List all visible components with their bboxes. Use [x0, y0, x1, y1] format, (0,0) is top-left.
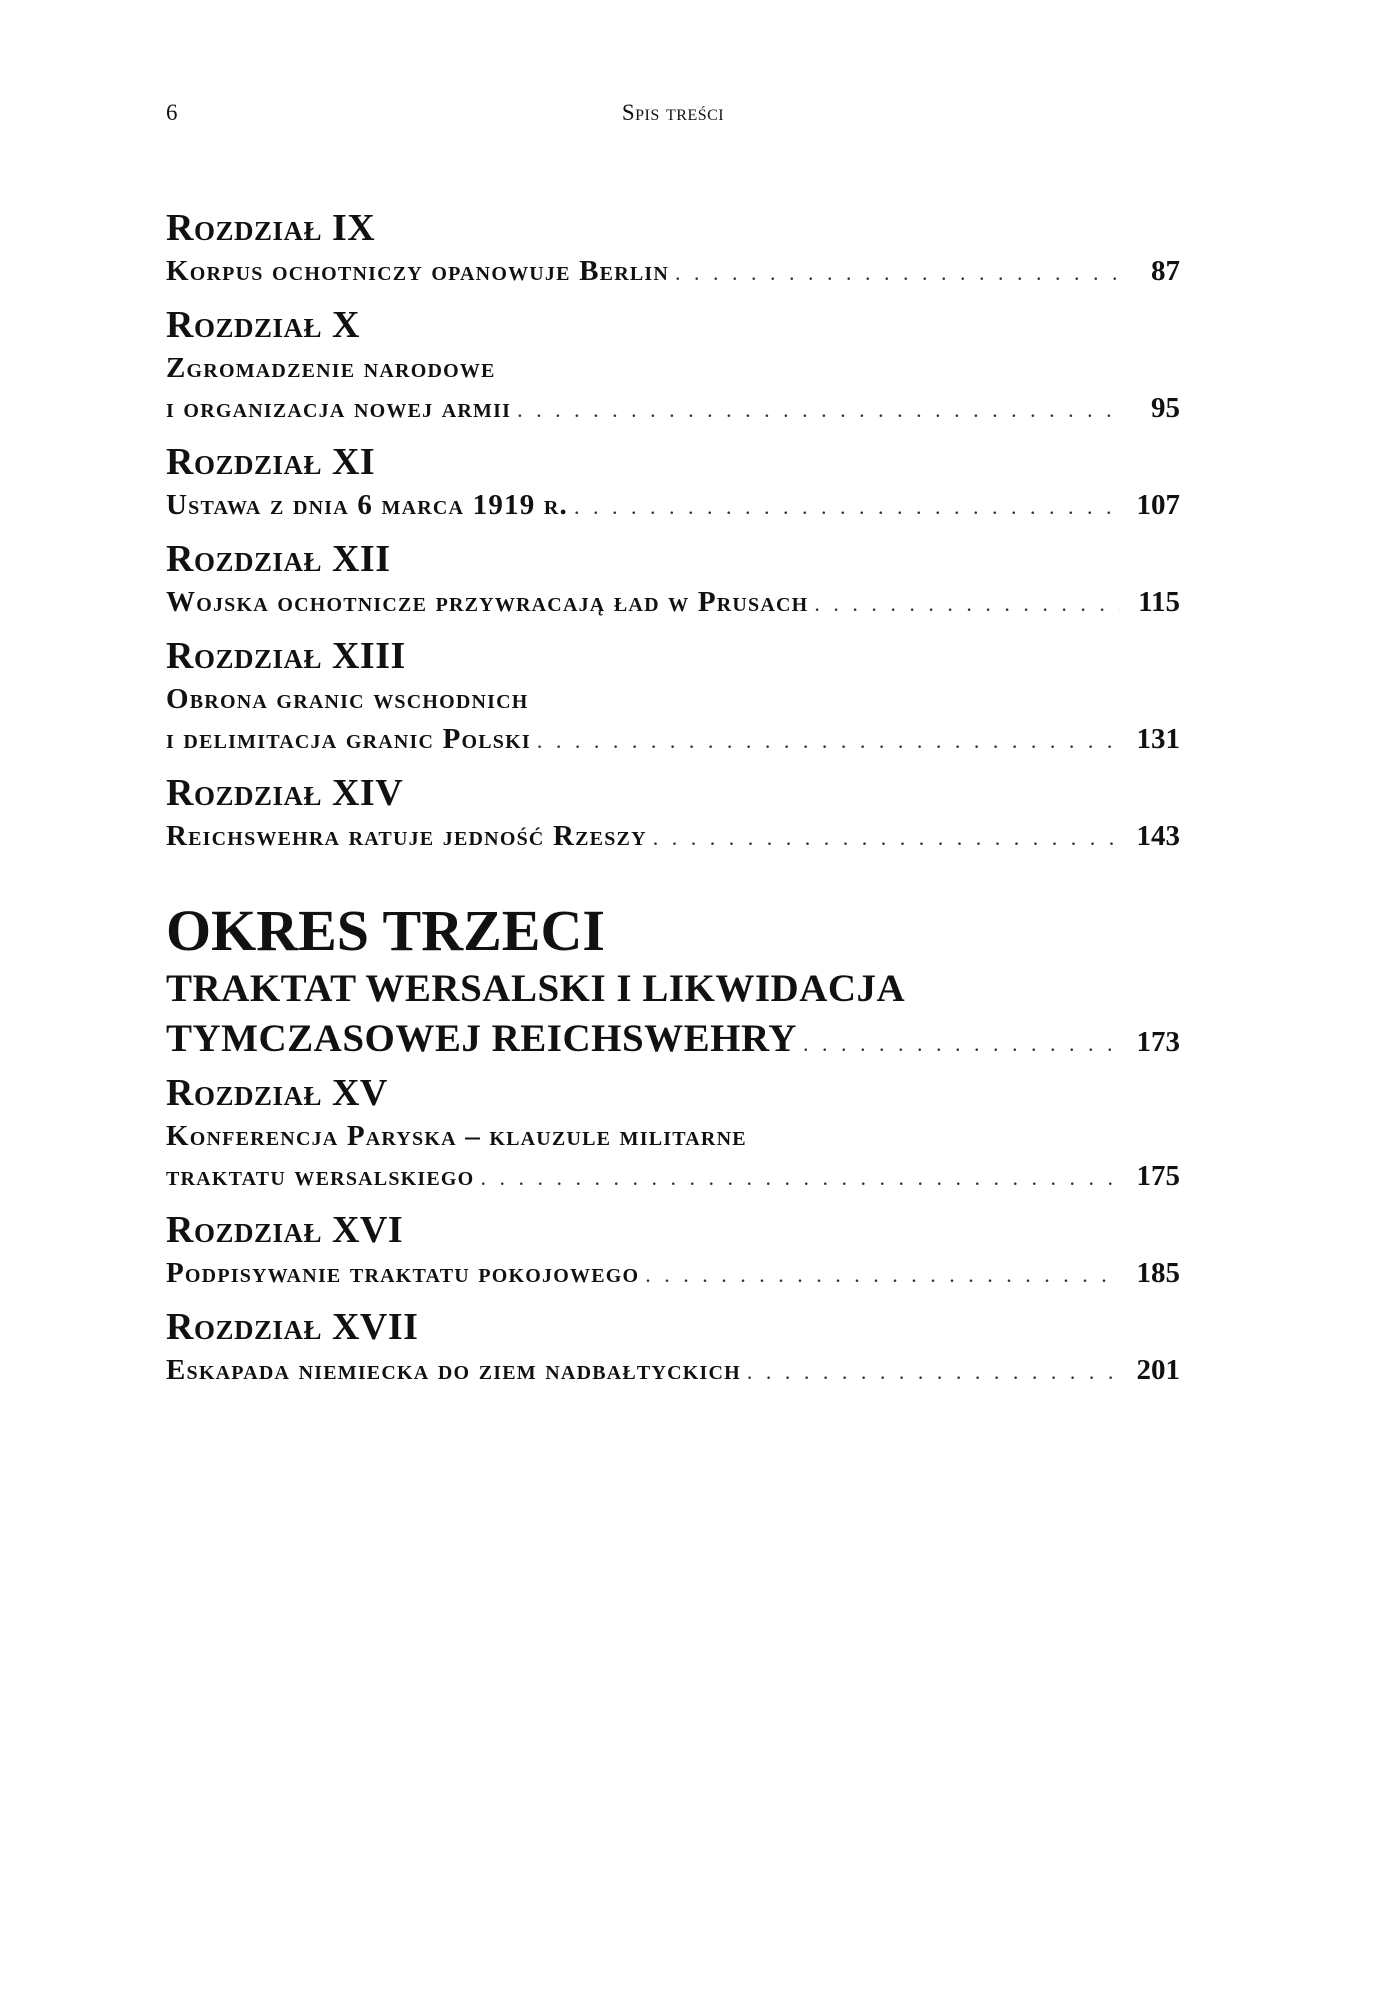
part-heading: OKRES TRZECI: [166, 898, 605, 963]
chapter-title-line: Podpisywanie traktatu pokojowego: [166, 1257, 640, 1289]
chapter-entry: [166, 633, 1180, 761]
chapter-title-row: [166, 582, 1180, 624]
part-title-line: TRAKTAT WERSALSKI I LIKWIDACJA: [166, 967, 906, 1010]
chapter-heading: Rozdział XVII: [166, 1306, 419, 1348]
dot-leader: [537, 721, 1120, 761]
dot-leader: [675, 253, 1120, 293]
chapter-entry: [166, 1207, 1180, 1295]
chapter-heading: Rozdział X: [166, 304, 360, 346]
dot-leader: [645, 1255, 1120, 1295]
chapter-title-line: i organizacja nowej armii: [166, 392, 512, 424]
chapter-title-row: [166, 251, 1180, 293]
chapters-group-bottom: [166, 1070, 1180, 1392]
chapter-entry: [166, 205, 1180, 293]
chapter-title-row: [166, 1350, 1180, 1392]
page-number: 6: [166, 100, 178, 125]
chapter-title-line: i delimitacja granic Polski: [166, 723, 531, 755]
chapter-title-line: Konferencja Paryska – klauzule militarne: [166, 1120, 747, 1152]
chapter-title-line: Wojska ochotnicze przywracają ład w Prusach: [166, 586, 809, 618]
dot-leader: [803, 1031, 1120, 1057]
chapter-heading: Rozdział XIV: [166, 772, 404, 814]
chapter-title-row: [166, 816, 1180, 858]
chapter-heading: Rozdział XII: [166, 538, 391, 580]
chapter-title-line: Eskapada niemiecka do ziem nadbałtyckich: [166, 1354, 741, 1386]
chapter-title-row: [166, 388, 1180, 430]
running-head-title: Spis treści: [621, 100, 725, 125]
chapter-entry: [166, 770, 1180, 858]
dot-leader: [517, 390, 1120, 430]
chapter-title-line: Reichswehra ratuje jedność Rzeszy: [166, 820, 647, 852]
page-reference: 175: [1136, 1160, 1180, 1192]
chapter-title-line: Ustawa z dnia 6 marca 1919 r.: [166, 489, 568, 521]
chapter-heading: Rozdział XV: [166, 1072, 388, 1114]
dot-leader: [480, 1158, 1120, 1198]
chapter-title-row: [166, 485, 1180, 527]
chapter-title-row: [166, 1156, 1180, 1198]
dot-leader: [574, 487, 1120, 527]
part-title-row: [166, 1014, 1180, 1064]
chapter-entry: [166, 439, 1180, 527]
chapter-title-line: traktatu wersalskiego: [166, 1160, 475, 1192]
chapter-heading: Rozdział XI: [166, 441, 376, 483]
chapter-entry: [166, 1304, 1180, 1392]
chapter-title-line: Zgromadzenie narodowe: [166, 352, 496, 384]
chapter-heading: Rozdział XIII: [166, 635, 406, 677]
page-reference: 131: [1136, 723, 1180, 755]
dot-leader: [814, 584, 1120, 624]
chapter-entry: [166, 302, 1180, 430]
page-reference: 87: [1151, 255, 1180, 287]
dot-leader: [747, 1352, 1120, 1392]
chapter-title-row: [166, 719, 1180, 761]
page-reference: 173: [1136, 1026, 1180, 1058]
page-reference: 143: [1136, 820, 1180, 852]
chapter-heading: Rozdział XVI: [166, 1209, 404, 1251]
chapter-title-row: [166, 1253, 1180, 1295]
table-of-contents: [166, 205, 1180, 1401]
page-reference: 115: [1138, 586, 1180, 618]
chapter-title-line: Korpus ochotniczy opanowuje Berlin: [166, 255, 670, 287]
page-reference: 107: [1136, 489, 1180, 521]
dot-leader: [653, 818, 1120, 858]
part-title-line: TYMCZASOWEJ REICHSWEHRY: [166, 1017, 797, 1060]
chapters-group-top: [166, 205, 1180, 858]
page-reference: 95: [1151, 392, 1180, 424]
part-entry: [166, 898, 1180, 1064]
page-reference: 201: [1136, 1354, 1180, 1386]
page-reference: 185: [1136, 1257, 1180, 1289]
chapter-heading: Rozdział IX: [166, 207, 376, 249]
chapter-entry: [166, 1070, 1180, 1198]
chapter-entry: [166, 536, 1180, 624]
chapter-title-line: Obrona granic wschodnich: [166, 683, 529, 715]
